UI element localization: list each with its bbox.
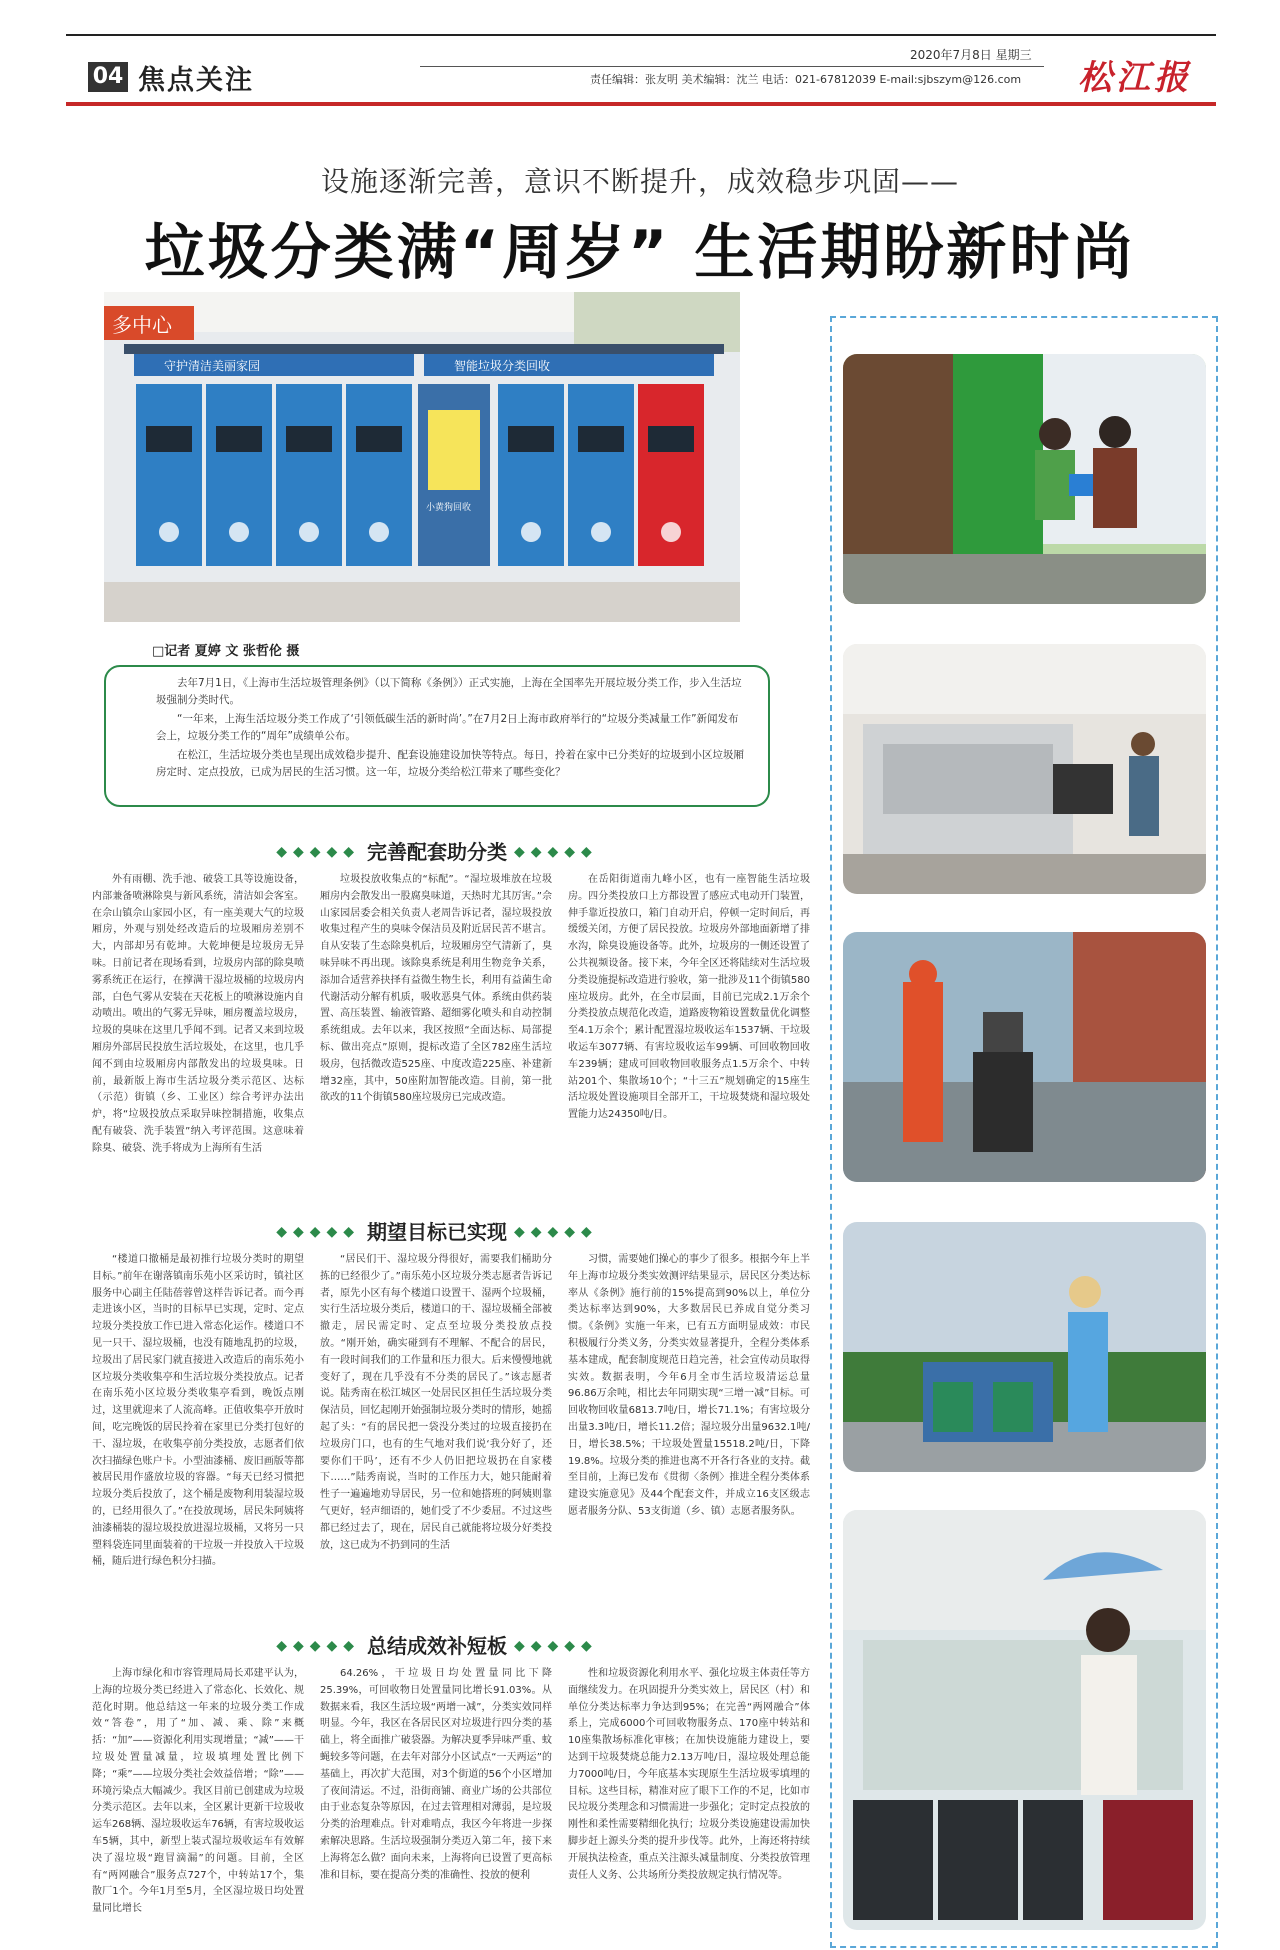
top-rule (66, 34, 1216, 36)
page-number: 04 (88, 62, 128, 92)
section-title: 总结成效补短板 (367, 1634, 507, 1658)
article-subheadline: 设施逐渐完善，意识不断提升，成效稳步巩固—— (320, 165, 959, 198)
issue-date: 2020年7月8日 星期三 (910, 48, 1032, 62)
section-2-column-1: “楼道口撤桶是最初推行垃圾分类时的期望目标。”前年在谢落镇南乐苑小区采访时，镇社区服务中心副主任陆蓓蓉曾这样告诉记者。而今再走进该小区，当时的目标早已实现，定时、定点垃圾分类投放工作已进入常态化运作。楼道口不见一只干、湿垃圾桶，也没有随地乱扔的垃圾，垃圾出了居民家门就直接进入改造后的南乐苑小区垃圾分类收集亭和生活垃圾分类投放点。记者在南乐苑小区垃圾分类收集亭看到，晚饭点刚过，这里就迎来了人流高峰。正值收集亭开放时间，吃完晚饭的居民拎着在家里已分类打包好的干、湿垃圾，在收集亭前分类投放，志愿者们依次扫描绿色账户卡。小型油漆桶、废旧画版等都被居民用作盛放垃圾的容器。“每天已经习惯把垃圾分类后投放了，这个桶是废物利用装湿垃圾的，已经用很久了。”在投放现场，居民朱阿姨将油漆桶装的湿垃圾投放进湿垃圾桶，又将另一只塑料袋连同里面装着的干垃圾一并投放入干垃圾桶，随后进行绿色积分扫描。 (92, 1254, 304, 1568)
section-title: 完善配套助分类 (367, 840, 507, 864)
photo-residents-disposal (843, 354, 1206, 604)
section-2-column-2: “居民们干、湿垃圾分得很好，需要我们桶助分拣的已经很少了。”南乐苑小区垃圾分类志愿者告诉记者，原先小区有每个楼道口设置干、湿两个垃圾桶，实行生活垃圾分类后，楼道口的干、湿垃圾桶全部被撤走，居民需定时、定点至垃圾分类投放点投放。“刚开始，确实碰到有不理解、不配合的居民，有一段时间我们的工作量和压力很大。后来慢慢地就变好了，现在几乎没有不分类的居民了。”该志愿者说。陆秀南在松江城区一处居民区担任生活垃圾分类保洁员，回忆起刚开始强制垃圾分类时的情形，她摇起了头：“有的居民把一袋没分类过的垃圾直接扔在垃圾房门口，也有的生气地对我们说‘我分好了，还要你们干吗’，还有不少人仍旧把垃圾扔在自家楼下……”陆秀南说，当时的工作压力大，她只能耐着性子一遍遍地劝导居民，另一位和她搭班的阿姨则靠气更好，轻声细语的，她们受了不少委屈。不过这些都已经过去了，现在，居民自己就能将垃圾分好类投放，这已成为不扔到同的生活 (320, 1254, 552, 1551)
intro-paragraph: “一年来，上海生活垃圾分类工作成了‘引领低碳生活的新时尚’。”在7月2日上海市政府举行的“垃圾分类减量工作”新闻发布会上，垃圾分类工作的“周年”成绩单公布。 (156, 713, 739, 742)
banner-right-text: 智能垃圾分类回收 (454, 359, 551, 373)
section-heading: ◆◆◆◆◆ 总结成效补短板 ◆◆◆◆◆ (276, 1634, 598, 1658)
byline: □记者 夏婷 文 张哲伦 摄 (152, 644, 300, 659)
photo-rain-worker (843, 932, 1206, 1182)
station-brand-text: 小黄狗回收 (426, 503, 472, 513)
banner-left-text: 守护清洁美丽家园 (164, 359, 261, 373)
editor-credits: 责任编辑：张友明 美术编辑：沈兰 电话：021-67812039 E-mail:sjbszym@126.com (590, 73, 1022, 86)
section-3-column-1: 上海市绿化和市容管理局局长邓建平认为，上海的垃圾分类已经进入了常态化、长效化、规范化时期。他总结这一年来的垃圾分类工作成效“答卷”，用了“加、减、乘、除”来概括：“加”——资源化利用实现增量；“减”——干垃圾处置量减量，垃圾填埋处置比例下降；“乘”——垃圾分类社会效益倍增；“除”——环境污染点大幅减少。我区目前已创建成为垃圾分类示范区。去年以来，全区累计更新干垃圾收运车268辆、湿垃圾收运车76辆，有害垃圾收运车5辆，其中，新型上装式湿垃圾收运车有效解决了湿垃圾“跑冒滴漏”的问题。目前，全区有“两网融合”服务点727个，中转站17个，集散厂1个。今年1月至5月，全区湿垃圾日均处置量同比增长 (92, 1668, 304, 1915)
section-heading: ◆◆◆◆◆ 期望目标已实现 ◆◆◆◆◆ (276, 1220, 598, 1244)
section-title: 期望目标已实现 (367, 1220, 507, 1244)
photo-resident-sorting (843, 1510, 1206, 1930)
photo-umbrella-bins (843, 1222, 1206, 1472)
section-1-column-1: 外有雨棚、洗手池、破袋工具等设施设备，内部兼备喷淋除臭与新风系统，清洁如会客室。在佘山镇佘山家园小区，有一座美观大气的垃圾厢房，外观与别处经改造后的垃圾厢房差别不大，内部却另有乾坤。大乾坤便是垃圾房无异味。日前记者在现场看到，垃圾房内部的除臭喷雾系统正在运行，在撑满干湿垃圾桶的垃圾房内部，白色气雾从安装在天花板上的喷淋设施内自动喷出。喷出的气雾无异味，厢房覆盖垃圾房，垃圾的臭味在这里几乎闻不到。记者又来到垃圾厢房外部居民投放生活垃圾处，在这里，也几乎闻不到由垃圾厢房内部散发出的垃圾臭味。日前，最新版上海市生活垃圾分类示范区、达标（示范）街镇（乡、工业区）综合考评办法出炉，将“垃圾投放点采取异味控制措施，收集点配有破袋、洗手装置”纳入考评范围。这意味着除臭、破袋、洗手将成为上海所有生活 (92, 874, 304, 1154)
intro-paragraph: 去年7月1日，《上海市生活垃圾管理条例》（以下简称《条例》）正式实施，上海在全国率先开展垃圾分类工作，步入生活垃圾强制分类时代。 (156, 677, 742, 706)
section-name: 焦点关注 (138, 65, 254, 96)
section-1-column-2: 垃圾投放收集点的“标配”。“湿垃圾堆放在垃圾厢房内会散发出一股腐臭味道，天热时尤其厉害。”佘山家园居委会相关负责人老周告诉记者，湿垃圾投放收集过程产生的臭味令保洁员及附近居民苦不堪言。自从安装了生态除臭机后，垃圾厢房空气清新了，臭味异味不再出现。该除臭系统是利用生物竞争关系，添加合适营养抉择有益微生物生长，利用有益菌生命代谢活动分解有机质，吸收恶臭气体。系统由供药装置、高压装置、输液管路、超细雾化喷头和自动控制系统组成。去年以来，我区按照“全面达标、局部提标、做出亮点”原则，提标改造了全区782座生活垃圾房，包括微改造525座、中度改造225座、补建新增32座，其中，50座附加智能改造。目前，第一批 欲改的11个街镇580座垃圾房已完成改造。 (320, 874, 552, 1104)
sorting-station-illustration (104, 292, 740, 622)
article-headline: 垃圾分类满“周岁” 生活期盼新时尚 (144, 218, 1136, 288)
main-photo-sorting-station (104, 292, 740, 622)
section-heading: ◆◆◆◆◆ 完善配套助分类 ◆◆◆◆◆ (276, 840, 598, 864)
shop-sign-text: 多中心 (112, 313, 172, 337)
section-3-column-3: 性和垃圾资源化利用水平、强化垃圾主体责任等方面继续发力。在巩固提升分类实效上，居民区（村）和单位分类达标率力争达到95%；在完善“两网融合”体系上，完成6000个可回收物服务点、170座中转站和10座集散场标准化审核；在加快设施能力建设上，要达到干垃圾焚烧总能力2.13万吨/日，湿垃圾处理总能力7000吨/日，今年底基本实现原生生活垃圾零填埋的目标。这些目标，精准对应了眼下工作的不足，比如市民垃圾分类理念和习惯需进一步强化；定时定点投放的刚性和柔性需要精细化执行；垃圾分类设施建设需加快脚步赶上源头分类的提升步伐等。此外，上海还将持续开展执法检查，重点关注源头减量制度、分类投放管理责任人义务、公共场所分类投放规定执行情况等。 (568, 1668, 810, 1881)
photo-waste-truck (843, 644, 1206, 894)
header-divider (420, 66, 1044, 67)
header-red-rule (66, 102, 1216, 106)
intro-paragraph: 在松江，生活垃圾分类也呈现出成效稳步提升、配套设施建设加快等特点。每日，拎着在家中已分类好的垃圾到小区垃圾厢房定时、定点投放，已成为居民的生活习惯。这一年，垃圾分类给松江带来了哪些变化？ (156, 749, 744, 778)
newspaper-logo: 松江报 (1078, 58, 1192, 98)
intro-box (104, 665, 770, 807)
section-1-column-3: 在岳阳街道南九峰小区，也有一座智能生活垃圾房。四分类投放口上方都设置了感应式电动开门装置，伸手靠近投放口，箱门自动开启，停顿一定时间后，再缓缓关闭，方便了居民投放。垃圾房外部地面新增了排水沟，除臭设施设备等。此外，垃圾房的一侧还设置了公共视频设备。接下来，今年全区还将陆续对生活垃圾分类设施提标改造进行验收，第一批涉及11个街镇580座垃圾房。此外，在全市层面，目前已完成2.1万余个分类投放点规范化改造，道路废物箱设置数量优化调整至4.1万余个；累计配置湿垃圾收运车1537辆、干垃圾收运车3077辆、有害垃圾收运车99辆、可回收物回收车239辆；建成可回收物回收服务点1.5万余个、中转站201个、集散场10个；“十三五”规划确定的15座生活垃圾处置设施项目全部开工，干垃圾焚烧和湿垃圾处置能力达24350吨/日。 (568, 874, 810, 1121)
section-3-column-2: 64.26%，干垃圾日均处置量同比下降25.39%，可回收物日处置量同比增长91.03%。从数据来看，我区生活垃圾“两增一减”，分类实效同样明显。今年，我区在各居民区对垃圾进行四分类的基础上，将全面推广破袋器。为解决夏季异味严重、蚊蝇较多等问题，在去年对部分小区试点“一天两运”的基础上，再次扩大范围，对3个街道的56个小区增加了夜间清运。不过，沿街商铺、商业广场的公共部位由于业态复杂等原因，在过去管理相对薄弱，是垃圾分类的治理难点。针对难啃点，我区今年将进一步探索解决思路。生活垃圾强制分类迈入第二年，接下来上海将怎么做？面向未来，上海将向已设置了更高标准和目标，要在提高分类的准确性、投放的便利 (320, 1668, 552, 1881)
section-2-column-3: 习惯，需要她们操心的事少了很多。根据今年上半年上海市垃圾分类实效测评结果显示，居民区分类达标率从《条例》施行前的15%提高到90%以上，单位分类达标率达到90%，大多数居民已养成自觉分类习惯。《条例》实施一年来，已有五方面明显成效：市民积极履行分类义务，分类实效显著提升，全程分类体系基本建成，配套制度规范日趋完善，社会宣传动员取得实效。数据表明，今年6月全市生活垃圾清运总量96.86万余吨，相比去年同期实现“三增一减”目标。可回收物回收量6813.7吨/日，增长71.1%；有害垃圾分出量3.3吨/日，增长11.2倍；湿垃圾分出量9632.1吨/日，增长38.5%；干垃圾处置量15518.2吨/日，下降19.8%。垃圾分类的推进也离不开各行各业的支持。截至目前，上海已发布《贯彻〈条例〉推进全程分类体系建设实施意见》及44个配套文件，并成立16支区级志愿者服务分队、53支街道（乡、镇）志愿者服务队。 (568, 1254, 810, 1517)
